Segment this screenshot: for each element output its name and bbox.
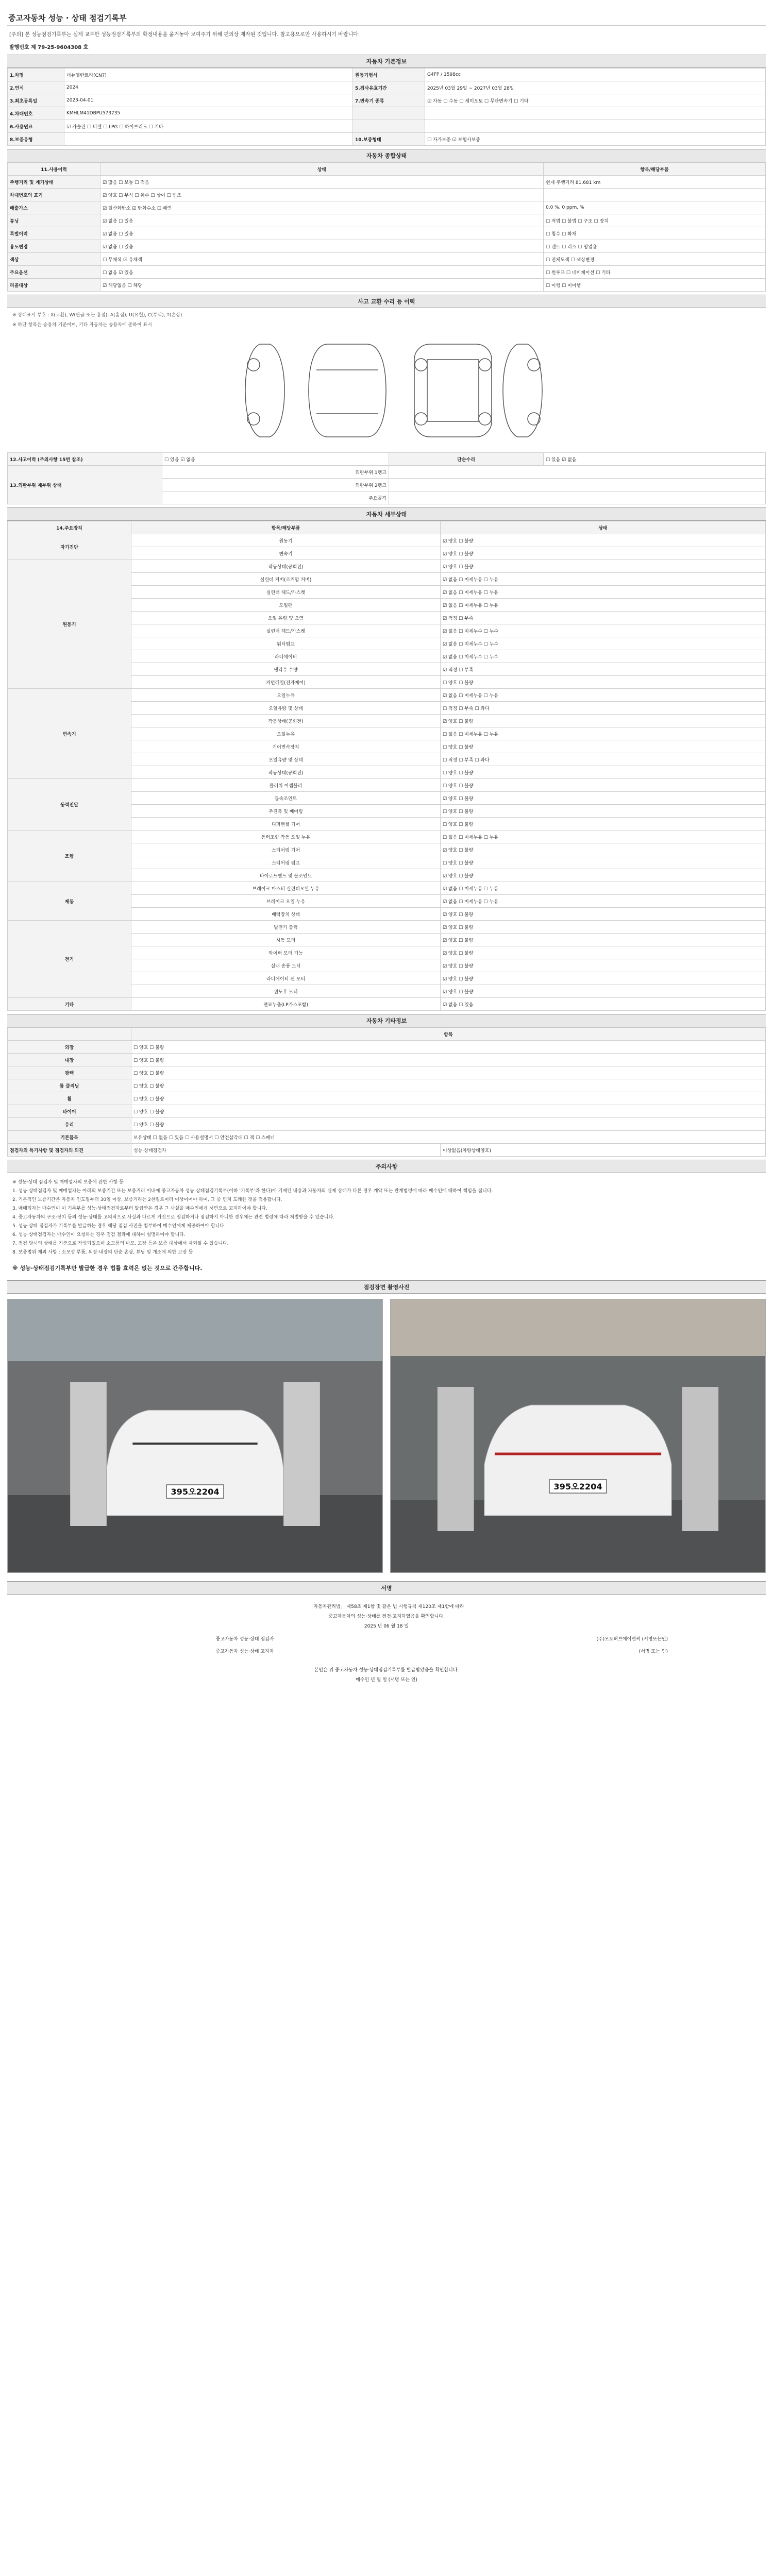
- basic-info-row: [8, 133, 766, 146]
- inspector-label: 중고자동차 성능·상태 점검자: [215, 1636, 274, 1642]
- detail-item-label: 실린더 헤드/가스켓: [131, 624, 441, 637]
- overall-label: 주행거리 및 계기상태: [8, 176, 100, 189]
- basic-label-2: [353, 120, 425, 133]
- signature-line-2: 중고자동차의 성능·상태를 점검·고지하였음을 확인합니다.: [328, 1614, 445, 1619]
- detail-table: [7, 521, 766, 1011]
- detail-item-state: ☑ 양호 ☐ 불량: [441, 946, 766, 959]
- detail-item-label: 브레이크 오일 누유: [131, 895, 441, 908]
- detail-head-3: 상태: [441, 521, 766, 534]
- detail-item-state: ☑ 없음 ☐ 미세누수 ☐ 누수: [441, 637, 766, 650]
- rear-photo: [390, 1299, 766, 1573]
- detail-item-label: 오일팬: [131, 599, 441, 612]
- detail-group-label: 조향: [8, 831, 131, 882]
- other-label: 타이어: [8, 1105, 131, 1118]
- detail-item-state: ☑ 양호 ☐ 불량: [441, 921, 766, 934]
- basic-value-2: ☑ 자동 ☐ 수동 ☐ 세미오토 ☐ 무단변속기 ☐ 기타: [425, 94, 766, 107]
- detail-item-label: 라디에이터 팬 모터: [131, 972, 441, 985]
- detail-row: [8, 534, 766, 547]
- overall-state: ☐ 무채색 ☑ 유채색: [100, 253, 544, 266]
- basic-value-2: ☐ 자가보증 ☑ 보험사보증: [425, 133, 766, 146]
- basic-info-row: [8, 81, 766, 94]
- basic-value: 2023-04-01: [64, 94, 353, 107]
- detail-item-label: 연료누출(LP가스포함): [131, 998, 441, 1011]
- detail-item-label: 등속조인트: [131, 792, 441, 805]
- basic-items-value: 보유상태 ☐ 없음 ☐ 있음 ☐ 사용설명서 ☐ 안전삼각대 ☐ 잭 ☐ 스패너: [131, 1131, 766, 1144]
- detail-group-label: 제동: [8, 882, 131, 921]
- inspector-value: (주)오토허브에이앤씨 (서명또는인): [596, 1636, 668, 1642]
- detail-item-label: 실린더 커버(로커암 커버): [131, 573, 441, 586]
- signature-heading: 서명: [7, 1581, 766, 1595]
- rear-plate-text: 395오2204: [553, 1482, 602, 1492]
- receipt-line-1: 본인은 위 중고자동차 성능·상태점검기록부를 발급받았음을 확인합니다.: [314, 1668, 459, 1673]
- overall-label: 색상: [8, 253, 100, 266]
- overall-label: 배출가스: [8, 201, 100, 214]
- detail-item-label: 오일 유량 및 오염: [131, 612, 441, 624]
- opinion-inspector: 성능·상태점검자: [131, 1144, 441, 1157]
- signature-block: [7, 1595, 766, 1691]
- detail-item-state: ☑ 없음 ☐ 미세누수 ☐ 누수: [441, 650, 766, 663]
- caution-line: 8. 보증범위 제외 사항 : 소모성 부품, 외장·내장의 단순 손상, 튜닝 및 개조에 의한 고장 등: [12, 1250, 193, 1255]
- other-state: ☐ 양호 ☐ 불량: [131, 1066, 766, 1079]
- doc-no-value: 79-25-9604308: [38, 45, 82, 50]
- overall-detail: ☐ 적법 ☐ 불법 ☐ 구조 ☐ 장치: [544, 214, 766, 227]
- detail-item-label: 오일누유: [131, 727, 441, 740]
- detail-item-label: 작동상태(공회전): [131, 560, 441, 573]
- overall-state: ☑ 일산화탄소 ☑ 탄화수소 ☐ 매연: [100, 201, 544, 214]
- receipt-line-2: 매수인 년 월 일 (서명 또는 인): [356, 1677, 417, 1683]
- overall-detail: ☐ 침수 ☐ 화재: [544, 227, 766, 240]
- overall-head-2: 상태: [100, 163, 544, 176]
- damage-heading: 사고 교환 수리 등 이력: [7, 295, 766, 308]
- basic-value: ☑ 가솔린 ☐ 디젤 ☐ LPG ☐ 하이브리드 ☐ 기타: [64, 120, 353, 133]
- detail-item-label: 변속기: [131, 547, 441, 560]
- dealer-value: (서명 또는 인): [638, 1649, 668, 1654]
- overall-row: [8, 176, 766, 189]
- overall-label: 차대번호의 표기: [8, 189, 100, 201]
- basic-label-2: 7.변속기 종류: [353, 94, 425, 107]
- basic-value-2: 2025년 03월 29일 ~ 2027년 03월 28일: [425, 81, 766, 94]
- detail-item-state: ☐ 적정 ☐ 부족 ☐ 과다: [441, 753, 766, 766]
- detail-item-label: 와이퍼 모터 기능: [131, 946, 441, 959]
- other-state: ☐ 양호 ☐ 불량: [131, 1054, 766, 1066]
- document-number: [9, 43, 766, 50]
- basic-value: KMHLM41DBPU573735: [64, 107, 353, 120]
- detail-group-label: 변속기: [8, 689, 131, 779]
- detail-item-state: ☑ 양호 ☐ 불량: [441, 908, 766, 921]
- dealer-label: 중고자동차 성능·상태 고지자: [215, 1649, 274, 1654]
- detail-item-label: 오일유량 및 상태: [131, 753, 441, 766]
- detail-item-state: ☐ 양호 ☐ 불량: [441, 676, 766, 689]
- overall-state: ☑ 없음 ☐ 있음: [100, 227, 544, 240]
- car-outline-svg: [7, 329, 766, 452]
- other-row: [8, 1041, 766, 1054]
- document-title: 중고자동차 성능 · 상태 점검기록부: [7, 10, 766, 26]
- overall-state: ☑ 양호 ☐ 부식 ☐ 훼손 ☐ 상이 ☐ 변조: [100, 189, 544, 201]
- detail-item-state: ☑ 양호 ☐ 불량: [441, 869, 766, 882]
- other-row: [8, 1105, 766, 1118]
- caution-line: 1. 성능·상태점검자 및 매매업자는 아래의 보증기간 또는 보증거리 이내에 중고자동차 성능·상태점검기록부(이하 '기록부'라 한다)에 기재된 내용과 자동차의 실제 상태가 다른 경우 계약 또는 관계법령에 따라 매수인에 대하여 책임을 집니다.: [12, 1189, 493, 1194]
- detail-item-state: ☑ 없음 ☐ 미세누유 ☐ 누유: [441, 882, 766, 895]
- overall-table: [7, 162, 766, 292]
- detail-item-label: 커먼레일(전자제어): [131, 676, 441, 689]
- front-plate-text: 395오2204: [171, 1487, 220, 1497]
- detail-item-label: 시동 모터: [131, 934, 441, 946]
- basic-label: 1.차명: [8, 69, 64, 81]
- detail-item-state: ☐ 양호 ☐ 불량: [441, 805, 766, 818]
- detail-item-state: ☑ 양호 ☐ 불량: [441, 560, 766, 573]
- overall-row: [8, 279, 766, 292]
- other-state: ☐ 양호 ☐ 불량: [131, 1118, 766, 1131]
- detail-item-state: ☑ 없음 ☐ 미세누수 ☐ 누수: [441, 624, 766, 637]
- basic-label: 8.보증유형: [8, 133, 64, 146]
- detail-item-state: ☑ 없음 ☐ 미세누유 ☐ 누유: [441, 689, 766, 702]
- basic-label-2: [353, 107, 425, 120]
- overall-row: [8, 189, 766, 201]
- detail-item-label: 클러치 어셈블리: [131, 779, 441, 792]
- basic-value-2: [425, 107, 766, 120]
- basic-label: 4.차대번호: [8, 107, 64, 120]
- frame-label: 13.외판부위 제부위 상태: [8, 466, 162, 504]
- detail-group-label: 기타: [8, 998, 131, 1011]
- detail-item-state: ☑ 양호 ☐ 불량: [441, 534, 766, 547]
- detail-item-state: ☑ 양호 ☐ 불량: [441, 843, 766, 856]
- detail-item-state: ☑ 없음 ☐ 미세누유 ☐ 누유: [441, 573, 766, 586]
- overall-row: [8, 201, 766, 214]
- detail-item-label: 오일누유: [131, 689, 441, 702]
- damage-legend: ※ 상태표시 부호 : X(교환), W(판금 또는 용접), A(흠집), U(요철), C(부식), T(손상): [12, 313, 182, 318]
- caution-line: 6. 성능·상태점검자는 매수인이 요청하는 경우 점검 결과에 대하여 설명하여야 합니다.: [12, 1232, 186, 1238]
- detail-item-label: 오일유량 및 상태: [131, 702, 441, 715]
- rank1-label: 외판부위 1랭크: [162, 466, 389, 479]
- detail-row: [8, 921, 766, 934]
- accident-value: ☐ 있음 ☑ 없음: [162, 453, 389, 466]
- overall-row: [8, 227, 766, 240]
- basic-info-row: [8, 94, 766, 107]
- detail-item-state: ☐ 없음 ☐ 미세누유 ☐ 누유: [441, 831, 766, 843]
- signature-table: [103, 1632, 670, 1657]
- detail-item-label: 스티어링 기어: [131, 843, 441, 856]
- other-label: 유리: [8, 1118, 131, 1131]
- overall-detail: [544, 189, 766, 201]
- detail-row: [8, 560, 766, 573]
- doc-no-suffix: 호: [83, 45, 89, 50]
- detail-row: [8, 689, 766, 702]
- other-label: 휠: [8, 1092, 131, 1105]
- detail-item-label: 작동상태(공회전): [131, 766, 441, 779]
- simple-repair-label: 단순수리: [389, 453, 544, 466]
- basic-items-label: 기본품목: [8, 1131, 131, 1144]
- basic-value: 더뉴엘란트라(CN7): [64, 69, 353, 81]
- caution-heading: 주의사항: [7, 1160, 766, 1173]
- caution-line: 5. 성능·상태 점검자가 기록부를 발급하는 경우 해당 점검 사진을 첨부하여 매수인에게 제공하여야 합니다.: [12, 1224, 226, 1229]
- basic-info-heading: 자동차 기본정보: [7, 55, 766, 68]
- detail-item-state: ☐ 적정 ☐ 부족 ☐ 과다: [441, 702, 766, 715]
- detail-item-state: ☑ 적정 ☐ 부족: [441, 663, 766, 676]
- photos-heading: 점검장면 촬영사진: [7, 1280, 766, 1294]
- detail-item-state: ☐ 없음 ☐ 미세누유 ☐ 누유: [441, 727, 766, 740]
- opinion-label: 점검자의 특기사항 및 점검자의 의견: [8, 1144, 131, 1157]
- detail-item-label: 라디에이터: [131, 650, 441, 663]
- basic-label-2: 5.검사유효기간: [353, 81, 425, 94]
- detail-item-state: ☐ 양호 ☐ 불량: [441, 856, 766, 869]
- overall-row: [8, 214, 766, 227]
- detail-item-state: ☑ 양호 ☐ 불량: [441, 715, 766, 727]
- detail-group-label: 전기: [8, 921, 131, 998]
- other-state: ☐ 양호 ☐ 불량: [131, 1105, 766, 1118]
- front-photo: [7, 1299, 383, 1573]
- overall-state: ☑ 없음 ☐ 있음: [100, 240, 544, 253]
- other-row: [8, 1079, 766, 1092]
- caution-line: ※ 성능·상태 점검자 및 매매업자의 보증에 관한 사항 등: [12, 1180, 124, 1185]
- overall-label: 용도변경: [8, 240, 100, 253]
- overall-row: [8, 253, 766, 266]
- detail-group-label: 동력전달: [8, 779, 131, 831]
- caution-line: 4. 중고자동차의 구조·장치 등의 성능·상태를 고의적으로 사실과 다르게 거짓으로 점검하거나 점검하지 아니한 경우에는 관련 법령에 따라 처벌받을 수 있습니다.: [12, 1215, 335, 1220]
- other-row: [8, 1054, 766, 1066]
- basic-info-row: [8, 120, 766, 133]
- overall-label: 튜닝: [8, 214, 100, 227]
- detail-item-label: 브레이크 마스터 실린더오일 누유: [131, 882, 441, 895]
- detail-item-state: ☑ 양호 ☐ 불량: [441, 547, 766, 560]
- other-label: 외장: [8, 1041, 131, 1054]
- overall-label: 주요옵션: [8, 266, 100, 279]
- detail-item-label: 기어변속장치: [131, 740, 441, 753]
- overall-state: ☑ 없음 ☐ 있음: [100, 214, 544, 227]
- other-row: [8, 1066, 766, 1079]
- detail-item-state: ☐ 양호 ☐ 불량: [441, 818, 766, 831]
- overall-detail: ☐ 이행 ☐ 미이행: [544, 279, 766, 292]
- detail-item-label: 워터펌프: [131, 637, 441, 650]
- detail-item-label: 윈도우 모터: [131, 985, 441, 998]
- overall-detail: ☐ 렌트 ☐ 리스 ☐ 영업용: [544, 240, 766, 253]
- detail-item-state: ☑ 양호 ☐ 불량: [441, 972, 766, 985]
- detail-item-label: 추진축 및 베어링: [131, 805, 441, 818]
- detail-item-label: 배력장치 상태: [131, 908, 441, 921]
- overall-head-3: 항목/해당부품: [544, 163, 766, 176]
- detail-head-1: 14.주요장치: [8, 521, 131, 534]
- detail-item-state: ☑ 없음 ☐ 미세누유 ☐ 누유: [441, 586, 766, 599]
- damage-table: [7, 452, 766, 504]
- detail-item-state: ☐ 양호 ☐ 불량: [441, 766, 766, 779]
- detail-item-label: 실내 송풍 모터: [131, 959, 441, 972]
- damage-legend-note: ※ 하단 항목은 승용차 기준이며, 기타 자동차는 승용차에 준하여 표시: [12, 323, 152, 328]
- overall-detail: ☐ 썬루프 ☐ 네비게이션 ☐ 기타: [544, 266, 766, 279]
- detail-item-state: ☐ 양호 ☐ 불량: [441, 779, 766, 792]
- document-page: [7, 10, 766, 1691]
- overall-row: [8, 240, 766, 253]
- basic-label-2: 원동기형식: [353, 69, 425, 81]
- detail-row: [8, 882, 766, 895]
- opinion-text: 이상없음(차량상태양호): [441, 1144, 766, 1157]
- overall-detail: ☐ 전체도색 ☐ 색상변경: [544, 253, 766, 266]
- detail-item-state: ☑ 없음 ☐ 미세누유 ☐ 누유: [441, 895, 766, 908]
- basic-label: 3.최초등록일: [8, 94, 64, 107]
- other-label: 내장: [8, 1054, 131, 1066]
- detail-item-state: ☑ 없음 ☐ 미세누유 ☐ 누유: [441, 599, 766, 612]
- other-state: ☐ 양호 ☐ 불량: [131, 1041, 766, 1054]
- photo-row: [7, 1294, 766, 1578]
- detail-item-label: 타이로드엔드 및 볼조인트: [131, 869, 441, 882]
- basic-value: [64, 133, 353, 146]
- car-diagram: [7, 329, 766, 452]
- other-row: [8, 1092, 766, 1105]
- accident-label: 12.사고이력 (주의사항 15번 참조): [8, 453, 162, 466]
- overall-row: [8, 266, 766, 279]
- detail-item-label: 실린더 헤드/가스켓: [131, 586, 441, 599]
- detail-row: [8, 779, 766, 792]
- detail-item-state: ☑ 없음 ☐ 있음: [441, 998, 766, 1011]
- overall-state: ☑ 해당없음 ☐ 해당: [100, 279, 544, 292]
- simple-repair-value: ☐ 있음 ☑ 없음: [544, 453, 766, 466]
- detail-heading: 자동차 세부상태: [7, 507, 766, 521]
- other-label: 룸 클리닝: [8, 1079, 131, 1092]
- other-state: ☐ 양호 ☐ 불량: [131, 1079, 766, 1092]
- caution-box: [7, 1173, 766, 1262]
- overall-state: ☑ 많음 ☐ 보통 ☐ 적음: [100, 176, 544, 189]
- detail-group-label: 자기진단: [8, 534, 131, 560]
- detail-group-label: 원동기: [8, 560, 131, 689]
- caution-footer: ※ 성능·상태점검기록부만 발급한 경우 법률 효력은 없는 것으로 간주합니다.: [12, 1265, 203, 1272]
- basic-info-row: [8, 107, 766, 120]
- overall-heading: 자동차 종합상태: [7, 149, 766, 162]
- overall-state: ☐ 없음 ☑ 있음: [100, 266, 544, 279]
- basic-info-row: [8, 69, 766, 81]
- other-table: [7, 1027, 766, 1157]
- signature-date: 2025 년 06 월 18 일: [364, 1624, 409, 1629]
- doc-no-label: 발행번호 제: [9, 45, 36, 50]
- overall-label: 특별이력: [8, 227, 100, 240]
- detail-item-label: 원동기: [131, 534, 441, 547]
- overall-head-1: 11.사용이력: [8, 163, 100, 176]
- detail-item-label: 냉각수 수량: [131, 663, 441, 676]
- caution-line: 3. 매매업자는 매수인이 이 기록부를 성능·상태점검자로부터 발급받은 경우 그 사실을 매수인에게 서면으로 고지하여야 합니다.: [12, 1206, 267, 1211]
- basic-value-2: G4FP / 1598cc: [425, 69, 766, 81]
- other-label: 광택: [8, 1066, 131, 1079]
- basic-label-2: 10.보증형태: [353, 133, 425, 146]
- detail-row: [8, 998, 766, 1011]
- detail-row: [8, 831, 766, 843]
- other-state: ☐ 양호 ☐ 불량: [131, 1092, 766, 1105]
- detail-item-state: ☑ 양호 ☐ 불량: [441, 985, 766, 998]
- basic-info-table: [7, 68, 766, 146]
- basic-value-2: [425, 120, 766, 133]
- rank2-label: 외판부위 2랭크: [162, 479, 389, 492]
- detail-item-state: ☑ 양호 ☐ 불량: [441, 792, 766, 805]
- detail-item-state: ☑ 양호 ☐ 불량: [441, 959, 766, 972]
- main-frame-label: 주요골격: [162, 492, 389, 504]
- detail-item-label: 디퍼렌셜 기어: [131, 818, 441, 831]
- overall-detail: 0.0 %, 0 ppm, %: [544, 201, 766, 214]
- detail-item-state: ☑ 적정 ☐ 부족: [441, 612, 766, 624]
- notice-text: [주의] 본 성능점검기록부는 실제 교부한 성능점검기록부의 확정내용을 옮겨놓아 보여주기 위해 편의상 제작된 것입니다. 참고용으로만 사용하시기 바랍니다.: [9, 32, 360, 38]
- detail-head-2: 항목/해당부품: [131, 521, 441, 534]
- detail-item-label: 스티어링 펌프: [131, 856, 441, 869]
- other-row: [8, 1118, 766, 1131]
- signature-line-1: 「자동차관리법」 제58조 제1항 및 같은 법 시행규칙 제120조 제1항에 따라: [309, 1604, 464, 1609]
- caution-line: 7. 점검 당시의 상태를 기준으로 작성되었으며 소모품의 마모, 고장 등은 보증 대상에서 제외될 수 있습니다.: [12, 1241, 229, 1246]
- detail-item-label: 작동상태(공회전): [131, 715, 441, 727]
- overall-label: 리콜대상: [8, 279, 100, 292]
- other-head: 항목: [131, 1028, 766, 1041]
- caution-line: 2. 기본적인 보증기간은 자동차 인도일부터 30일 이상, 보증거리는 2천킬로미터 이상이어야 하며, 그 중 먼저 도래한 것을 적용합니다.: [12, 1197, 282, 1202]
- detail-item-state: ☐ 양호 ☐ 불량: [441, 740, 766, 753]
- overall-detail: 현재 주행거리 81,681 km: [544, 176, 766, 189]
- detail-item-label: 동력조향 작동 오일 누유: [131, 831, 441, 843]
- basic-label: 2.연식: [8, 81, 64, 94]
- basic-value: 2024: [64, 81, 353, 94]
- detail-item-state: ☑ 양호 ☐ 불량: [441, 934, 766, 946]
- basic-label: 6.사용연료: [8, 120, 64, 133]
- detail-item-label: 발전기 출력: [131, 921, 441, 934]
- other-heading: 자동차 기타정보: [7, 1014, 766, 1027]
